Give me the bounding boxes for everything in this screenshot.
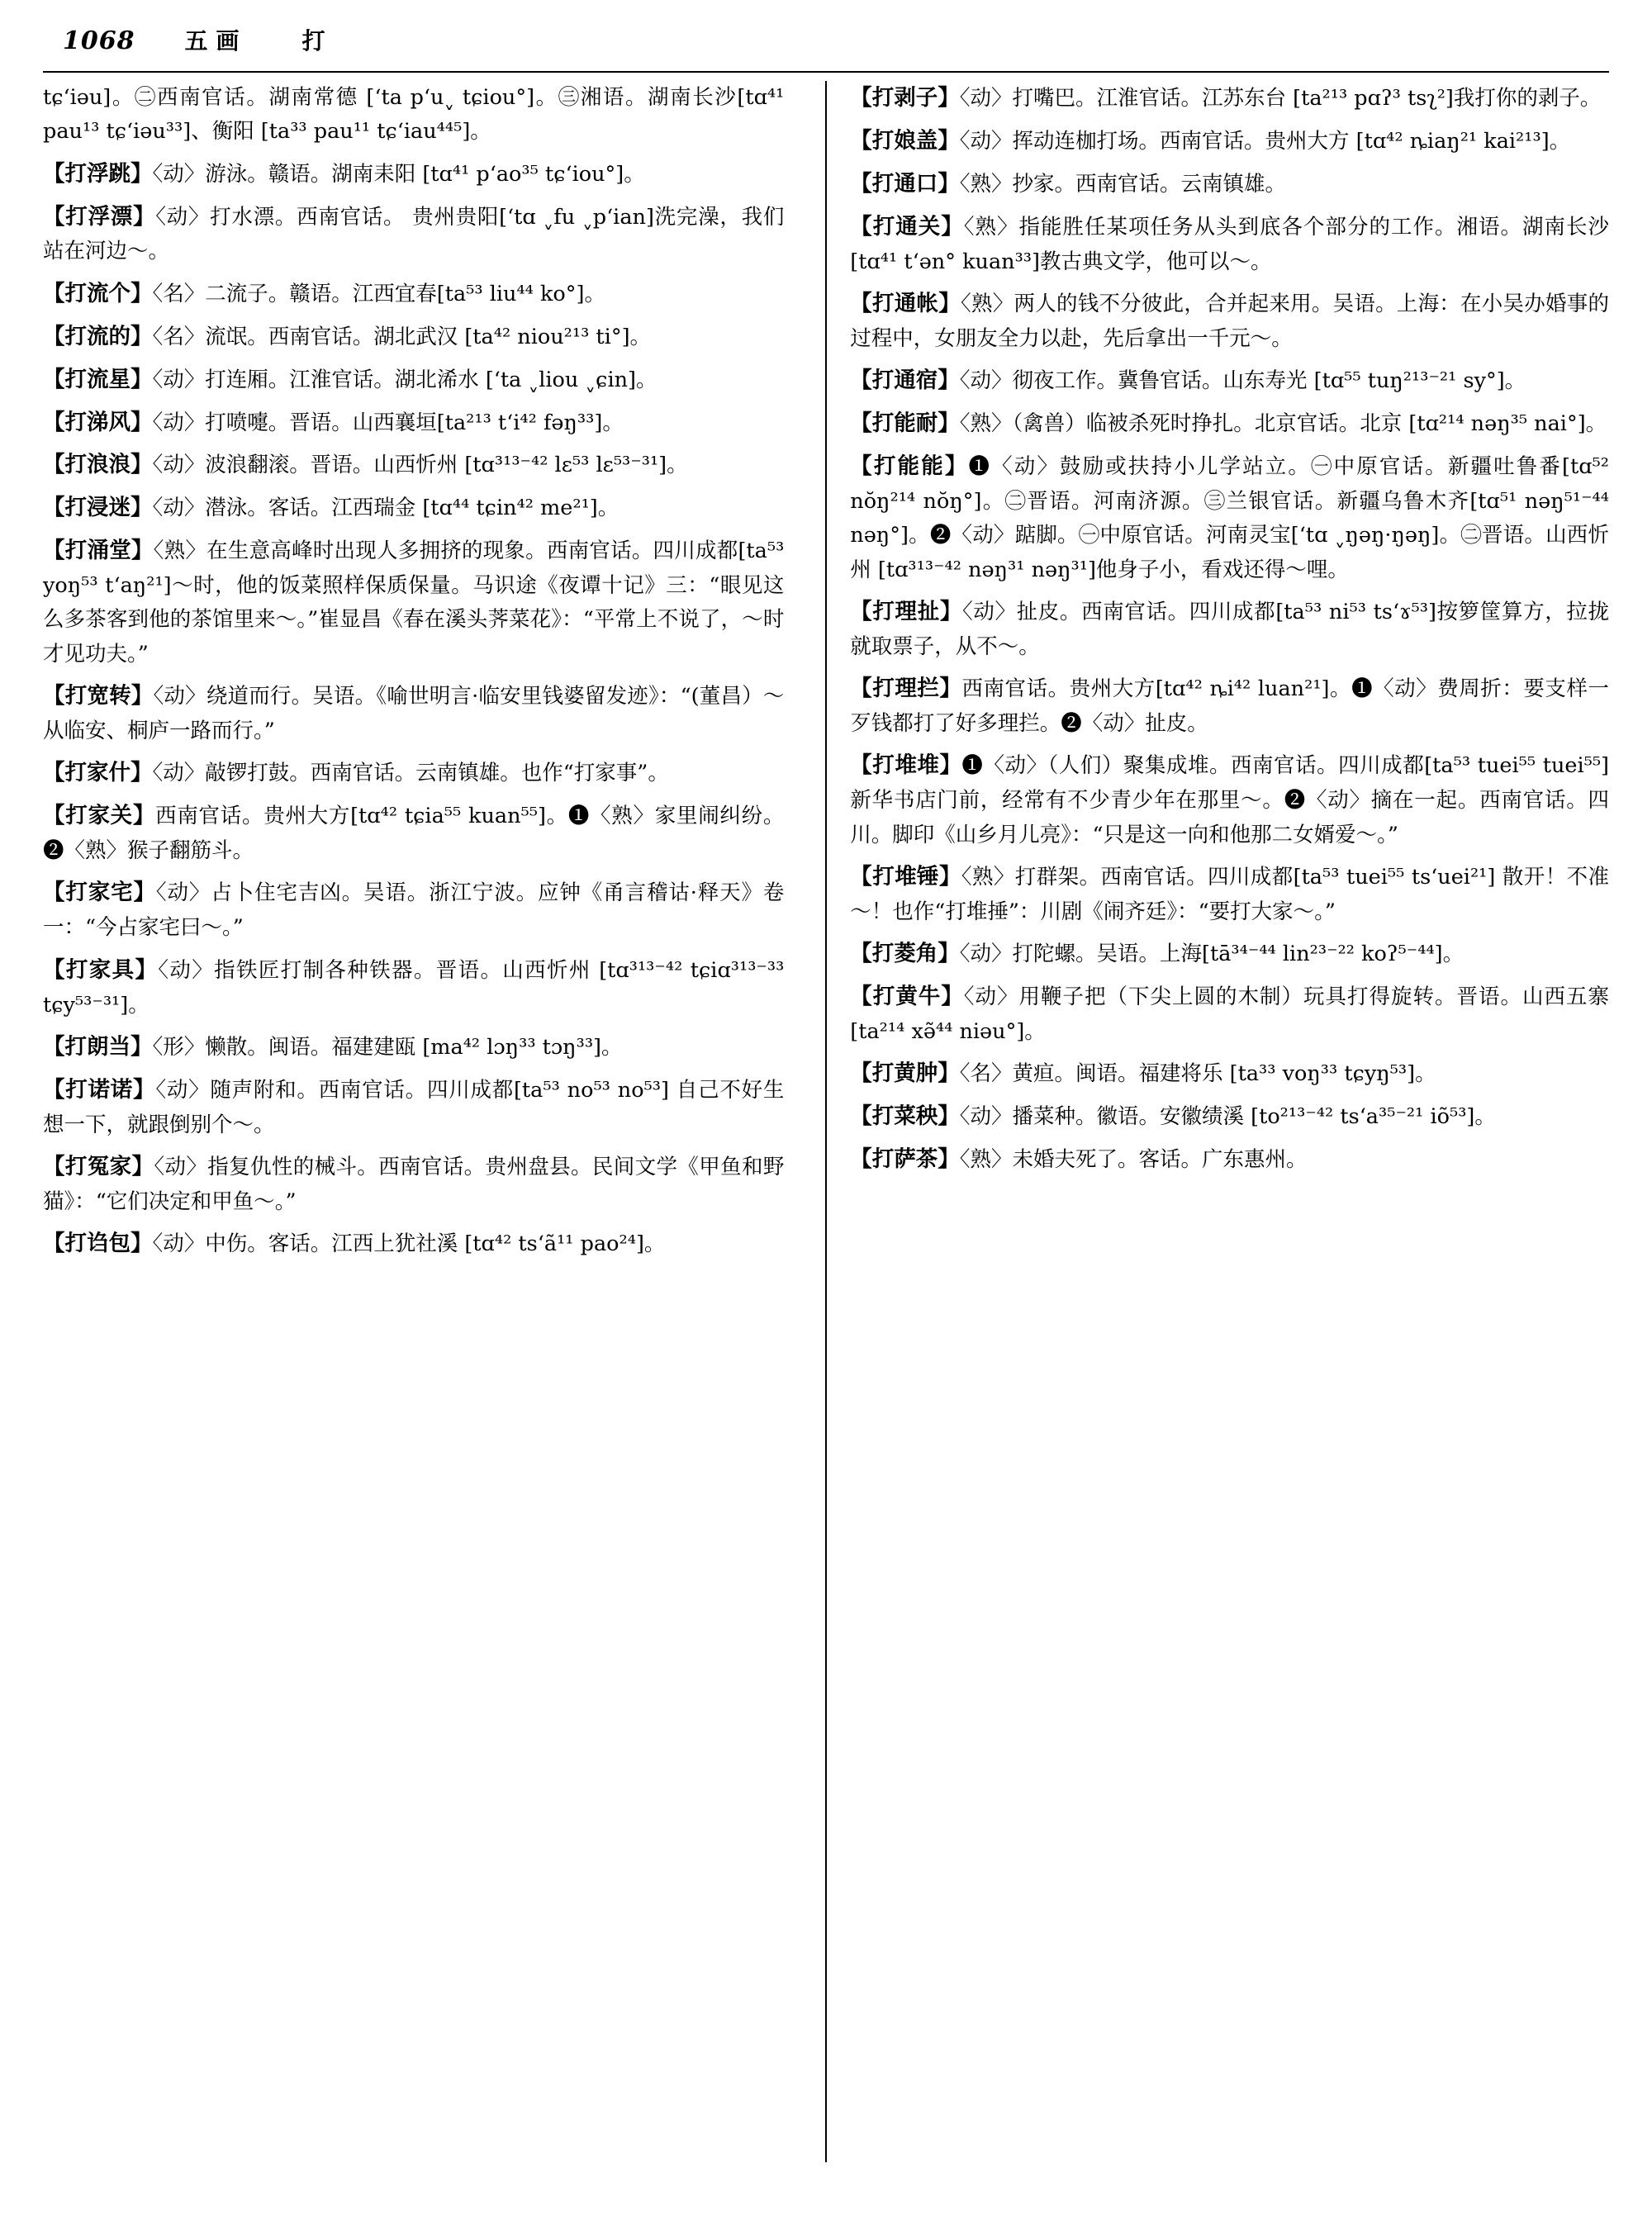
entry-text: 〈动〉敲锣打鼓。西南官话。云南镇雄。也作“打家事”。 [152,761,669,786]
entry-headword: 【打堆堆】 [850,752,962,779]
entry-headword: 【打娘盖】 [850,127,960,154]
entry-da-jin-mi [43,491,784,526]
entry-text: 〈动〉指铁匠打制各种铁器。晋语。山西忻州 [tɑ³¹³⁻⁴² tɕiɑ³¹³⁻³³ tɕy⁵³⁻³¹]。 [43,957,785,1018]
entry-da-huang-niu [850,980,1609,1049]
entry-text: 〈动〉彻夜工作。冀鲁官话。山东寿光 [tɑ⁵⁵ tuŋ²¹³⁻²¹ sy°]。 [959,368,1526,394]
entry-headword: 【打家宅】 [43,880,156,906]
entry-headword: 【打通帐】 [850,290,961,316]
entry-da-fu-tiao [43,157,784,192]
entry-headword: 【打流的】 [43,323,153,349]
entry-headword: 【打能耐】 [850,410,960,437]
entry-text: tɕ‘iəu]。㊁西南官话。湖南常德 [‘ta p‘uˬ tɕiou°]。㊂湘语。湖南长沙[tɑ⁴¹ pau¹³ tɕ‘iəu³³]、衡阳 [ta³³ pau¹¹ tɕ‘iau⁴⁴⁵]。 [43,85,785,145]
entry-text: 〈熟〉指能胜任某项任务从头到底各个部分的工作。湘语。湖南长沙[tɑ⁴¹ t‘ən° kuan³³]教古典文学，他可以～。 [850,214,1609,274]
entry-da-li-lan [850,671,1609,741]
page-columns [43,81,1609,2179]
entry-da-niang-gai [850,124,1609,159]
entry-text: 〈动〉波浪翻滚。晋语。山西忻州 [tɑ³¹³⁻⁴² lɛ⁵³ lɛ⁵³⁻³¹]。 [152,453,688,478]
header-character: 打 [301,27,325,55]
entry-da-kuan-zhuan [43,679,784,748]
entry-da-jia-ju [43,953,784,1022]
entry-headword: 【打剥子】 [850,85,960,111]
entry-da-cai-yang [850,1099,1609,1135]
entry-headword: 【打流星】 [43,366,153,392]
entry-da-xian-bao [43,1226,784,1262]
entry-da-nuo-nuo [43,1073,784,1142]
entry-headword: 【打冤家】 [43,1154,154,1180]
entry-headword: 【打黄牛】 [850,983,964,1009]
entry-da-ling-jiao [850,937,1609,972]
page-number: 1068 [63,26,135,55]
entry-headword: 【打涌堂】 [43,538,154,564]
entry-da-lang-lang [43,448,784,483]
entry-headword: 【打浸迷】 [43,495,153,521]
entry-headword: 【打理拦】 [850,676,962,702]
entry-text: 〈动〉指复仇性的械斗。西南官话。贵州盘县。民间文学《甲鱼和野猫》：“它们决定和甲鱼～。” [43,1155,785,1214]
left-column [43,81,805,2179]
entry-text: 〈动〉打连厢。江淮官话。湖北浠水 [‘ta ˬliou ˬɕin]。 [152,367,657,392]
entry-text: 〈动〉用鞭子把（下尖上圆的木制）玩具打得旋转。晋语。山西五寨 [ta²¹⁴ xə̃⁴⁴ niəu°]。 [850,984,1609,1044]
entry-headword: 【打家什】 [43,760,153,786]
entry-headword: 【打朗当】 [43,1033,153,1060]
entry-headword: 【打能能】 [850,453,969,480]
header-rule [43,71,1609,73]
entry-da-fu-piao [43,200,784,269]
entry-da-liu-xing [43,363,784,398]
entry-da-tong-zhang [850,287,1609,356]
entry-headword: 【打菜秧】 [850,1103,960,1130]
entry-text: 西南官话。贵州大方[tɑ⁴² tɕia⁵⁵ kuan⁵⁵]。❶〈熟〉家里闹纠纷。❷〈熟〉猴子翻筋斗。 [43,804,785,864]
entry-text: 〈动〉占卜住宅吉凶。吴语。浙江宁波。应钟《甬言稽诂·释天》卷一：“今占家宅曰～。” [43,880,785,941]
entry-headword: 【打流个】 [43,280,153,306]
entry-text: 〈动〉潜泳。客话。江西瑞金 [tɑ⁴⁴ tɕin⁴² me²¹]。 [152,496,620,521]
entry-da-liu-de [43,320,784,355]
entry-headword: 【打宽转】 [43,683,154,709]
entry-da-bo-zi [850,81,1609,116]
entry-text: 〈熟〉未婚夫死了。客话。广东惠州。 [959,1147,1308,1173]
entry-da-tong-kou [850,167,1609,202]
entry-text: ❶〈动〉鼓励或扶持小儿学站立。㊀中原官话。新疆吐鲁番[tɑ⁵² nŏŋ²¹⁴ nŏŋ°]。㊁晋语。河南济源。㊂兰银官话。新疆乌鲁木齐[tɑ⁵¹ nəŋ⁵¹⁻⁴⁴ nəŋ°]。❷〈动〉踮脚。㊀中原官话。河南灵宝[‘tɑ ˬŋəŋ·ŋəŋ]。㊁晋语。山西忻州 [tɑ³¹³⁻⁴² nəŋ³¹ nəŋ³¹]他身子小，看戏还得～哩。 [850,454,1609,582]
entry-headword: 【打通关】 [850,213,964,240]
entry-text: 〈熟〉打群架。西南官话。四川成都[ta⁵³ tuei⁵⁵ ts‘uei²¹] 散开！不准～！也作“打堆捶”：川剧《闹齐廷》：“要打大家～。” [850,864,1609,924]
entry-headword: 【打诌包】 [43,1231,153,1257]
entry-text: ❶〈动〉（人们）聚集成堆。西南官话。四川成都[ta⁵³ tuei⁵⁵ tuei⁵⁵]新华书店门前，经常有不少青少年在那里～。❷〈动〉摘在一起。西南官话。四川。脚印《山乡月儿亮》：“只是这一向和他那二女婿爱～。” [850,753,1610,847]
entry-headword: 【打浮跳】 [43,160,153,187]
entry-headword: 【打浪浪】 [43,452,153,478]
entry-text: 〈熟〉抄家。西南官话。云南镇雄。 [959,171,1287,197]
entry-headword: 【打黄肿】 [850,1060,960,1087]
entry-continuation [43,81,784,149]
entry-da-huang-zhong [850,1056,1609,1092]
entry-da-jia-shen [43,756,784,791]
entry-da-sa-cha [850,1142,1609,1178]
entry-da-yong-tang [43,534,784,671]
entry-headword: 【打菱角】 [850,941,960,967]
header-radical: 五画 [184,27,248,55]
entry-text: 〈名〉黄疸。闽语。福建将乐 [ta³³ voŋ³³ tɕyŋ⁵³]。 [959,1061,1436,1087]
entry-headword: 【打家具】 [43,956,159,983]
entry-da-liu-ge [43,277,784,312]
entry-headword: 【打家关】 [43,803,156,829]
entry-da-ti-feng [43,406,784,441]
entry-headword: 【打堆锤】 [850,863,961,890]
entry-da-dui-dui [850,748,1609,852]
entry-da-lang-dang [43,1030,784,1065]
entry-da-dui-chui [850,860,1609,929]
entry-text: 〈熟〉两人的钱不分彼此，合并起来用。吴语。上海：在小吴办婚事的过程中，女朋友全力以赴，先后拿出一千元～。 [850,291,1609,351]
entry-text: 〈动〉播菜种。徽语。安徽绩溪 [to²¹³⁻⁴² ts‘a³⁵⁻²¹ iõ⁵³]。 [959,1104,1496,1130]
entry-headword: 【打浮漂】 [43,203,156,230]
entry-text: 〈形〉懒散。闽语。福建建瓯 [ma⁴² lɔŋ³³ tɔŋ³³]。 [152,1034,623,1060]
entry-da-tong-guan [850,210,1609,279]
page-header [43,23,1609,68]
entry-text: 〈动〉打陀螺。吴语。上海[tā³⁴⁻⁴⁴ lin²³⁻²² koʔ⁵⁻⁴⁴]。 [959,942,1464,967]
entry-headword: 【打通宿】 [850,368,960,394]
entry-da-neng-neng [850,449,1609,587]
entry-text: 〈动〉打水漂。西南官话。 贵州贵阳[‘tɑ ˬfu ˬp‘ian]洗完澡，我们站在河边～。 [43,204,785,264]
entry-text: 〈熟〉在生意高峰时出现人多拥挤的现象。西南官话。四川成都[ta⁵³ yoŋ⁵³ t‘aŋ²¹]～时，他的饭菜照样保质保量。马识途《夜谭十记》三：“眼见这么多茶客到他的茶馆里来～。”崔显昌《春在溪头荠菜花》：“平常上不说了，～时才见功夫。” [43,539,785,667]
entry-headword: 【打理扯】 [850,598,962,624]
entry-headword: 【打萨茶】 [850,1146,960,1173]
entry-text: 〈动〉中伤。客话。江西上犹社溪 [tɑ⁴² ts‘ã¹¹ pao²⁴]。 [152,1231,666,1257]
right-column [847,81,1609,2179]
entry-da-tong-su [850,363,1609,399]
entry-text: 〈动〉绕道而行。吴语。《喻世明言·临安里钱婆留发迹》：“(董昌）～从临安、桐庐一路而行。” [43,684,785,743]
entry-text: 〈熟〉（禽兽）临被杀死时挣扎。北京官话。北京 [tɑ²¹⁴ nəŋ³⁵ nai°]。 [959,411,1607,437]
entry-text: 〈动〉挥动连枷打场。西南官话。贵州大方 [tɑ⁴² ȵiaŋ²¹ kai²¹³]。 [959,128,1571,154]
entry-da-yuan-jia [43,1150,784,1219]
entry-headword: 【打通口】 [850,170,960,197]
entry-text: 〈名〉流氓。西南官话。湖北武汉 [ta⁴² niou²¹³ ti°]。 [152,324,652,349]
entry-text: 〈名〉二流子。赣语。江西宜春[ta⁵³ liu⁴⁴ ko°]。 [152,281,605,306]
entry-text: 〈动〉扯皮。西南官话。四川成都[ta⁵³ ni⁵³ ts‘ɤ⁵³]按箩筐算方，拉拢就取票子，从不～。 [850,599,1610,659]
entry-text: 西南官话。贵州大方[tɑ⁴² ȵi⁴² luan²¹]。❶〈动〉费周折：要支样一歹钱都打了好多理拦。❷〈动〉扯皮。 [850,676,1609,736]
entry-text: 〈动〉打嘴巴。江淮官话。江苏东台 [ta²¹³ pɑʔ³ tsʅ²]我打你的剥子。 [959,86,1602,111]
entry-da-neng-nai [850,406,1609,442]
entry-headword: 【打诺诺】 [43,1076,156,1103]
entry-text: 〈动〉打喷嚏。晋语。山西襄垣[ta²¹³ t‘i⁴² fəŋ³³]。 [152,410,624,435]
entry-headword: 【打涕风】 [43,409,153,435]
entry-text: 〈动〉随声附和。西南官话。四川成都[ta⁵³ no⁵³ no⁵³] 自己不好生想一下，就跟倒别个～。 [43,1077,785,1137]
entry-text: 〈动〉游泳。赣语。湖南耒阳 [tɑ⁴¹ p‘ao³⁵ tɕ‘iou°]。 [152,161,645,187]
entry-da-li-che [850,595,1609,664]
entry-da-jia-guan [43,799,784,868]
column-divider [825,81,827,2162]
entry-da-jia-zhai [43,875,784,945]
